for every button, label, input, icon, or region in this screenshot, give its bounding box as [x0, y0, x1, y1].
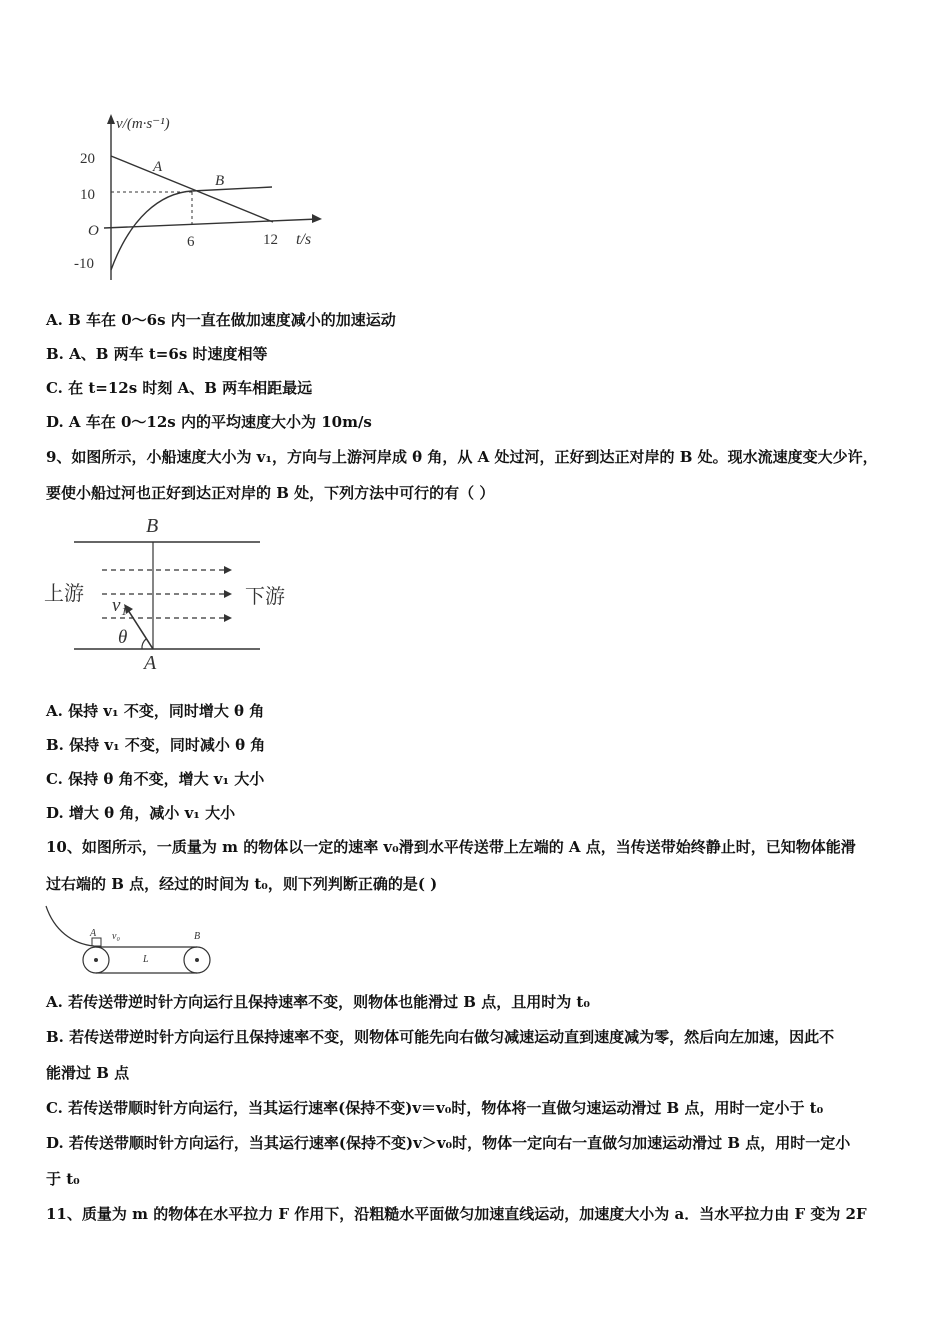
river-label-theta: θ	[118, 627, 128, 648]
q9-option-b: B. 保持 v₁ 不变，同时减小 θ 角	[46, 736, 266, 754]
q11-stem-line1: 11、质量为 m 的物体在水平拉力 F 作用下，沿粗糙水平面做匀加速直线运动，加速度大小为 a．当水平拉力由 F 变为 2F	[46, 1205, 867, 1223]
conveyor-label-l: L	[143, 954, 149, 965]
boat-velocity-arrow	[128, 610, 153, 649]
vt-label-b: B	[215, 173, 225, 189]
vt-tick-neg10: -10	[74, 256, 94, 272]
flow-arrowheads	[224, 566, 232, 622]
vt-tick-20: 20	[80, 151, 95, 167]
q8-option-d: D. A 车在 0～12s 内的平均速度大小为 10m/s	[46, 413, 372, 431]
conveyor-right-axle	[195, 958, 199, 962]
vt-tick-10: 10	[80, 187, 95, 203]
conveyor-block	[92, 938, 101, 946]
q9-stem-line2: 要使小船过河也正好到达正对岸的 B 处，下列方法中可行的有（ ）	[46, 484, 495, 502]
q10-option-c: C. 若传送带顺时针方向运行，当其运行速率(保持不变)v＝v₀时，物体将一直做匀速运动滑过 B 点，用时一定小于 t₀	[46, 1099, 824, 1117]
angle-arc	[142, 639, 146, 649]
conveyor-label-v0: v₀	[112, 931, 120, 942]
q10-stem-line2: 过右端的 B 点，经过的时间为 t₀，则下列判断正确的是( )	[46, 875, 438, 893]
q10-stem-line1: 10、如图所示，一质量为 m 的物体以一定的速率 v₀滑到水平传送带上左端的 A 点，当传送带始终静止时，已知物体能滑	[46, 838, 856, 856]
q8-option-c: C. 在 t=12s 时刻 A、B 两车相距最远	[46, 379, 313, 397]
vt-label-a: A	[153, 159, 163, 175]
conveyor-left-axle	[94, 958, 98, 962]
river-label-v1: v₁	[112, 595, 128, 616]
conveyor-label-b: B	[194, 931, 201, 942]
vt-y-arrow	[107, 114, 115, 124]
q9-option-d: D. 增大 θ 角，减小 v₁ 大小	[46, 804, 236, 822]
q10-option-d-line1: D. 若传送带顺时针方向运行，当其运行速率(保持不变)v＞v₀时，物体一定向右一直做匀加速运动滑过 B 点，用时一定小	[46, 1134, 851, 1152]
river-figure	[40, 510, 310, 675]
river-label-upstream: 上游	[44, 583, 84, 605]
vt-graph-figure	[60, 108, 350, 288]
vt-x-label: t/s	[296, 231, 312, 248]
q9-option-a: A. 保持 v₁ 不变，同时增大 θ 角	[46, 702, 265, 720]
vt-origin: O	[88, 223, 99, 239]
q8-option-b: B. A、B 两车 t=6s 时速度相等	[46, 345, 268, 363]
vt-x-arrow	[312, 214, 322, 223]
vt-y-label: v/(m·s⁻¹)	[116, 116, 170, 132]
conveyor-slope-curve	[46, 906, 94, 946]
river-label-b: B	[146, 515, 159, 537]
river-label-a: A	[144, 652, 157, 674]
vt-tick-12: 12	[263, 232, 278, 248]
river-svg	[40, 510, 310, 675]
conveyor-figure	[42, 904, 222, 980]
river-label-downstream: 下游	[245, 586, 285, 608]
conveyor-svg	[42, 904, 222, 980]
vt-graph-svg	[60, 108, 350, 288]
q8-option-a: A. B 车在 0～6s 内一直在做加速度减小的加速运动	[46, 311, 396, 329]
q9-option-c: C. 保持 θ 角不变，增大 v₁ 大小	[46, 770, 265, 788]
conveyor-label-a: A	[90, 928, 97, 939]
vt-tick-6: 6	[187, 234, 195, 250]
q10-option-b-line2: 能滑过 B 点	[46, 1064, 130, 1082]
q10-option-a: A. 若传送带逆时针方向运行且保持速率不变，则物体也能滑过 B 点，且用时为 t₀	[46, 993, 590, 1011]
q10-option-d-line2: 于 t₀	[46, 1170, 80, 1188]
q9-stem-line1: 9、如图所示，小船速度大小为 v₁，方向与上游河岸成 θ 角，从 A 处过河，正好到达正对岸的 B 处。现水流速度变大少许，	[46, 448, 878, 466]
q10-option-b-line1: B. 若传送带逆时针方向运行且保持速率不变，则物体可能先向右做匀减速运动直到速度减为零，然后向左加速，因此不	[46, 1028, 835, 1046]
